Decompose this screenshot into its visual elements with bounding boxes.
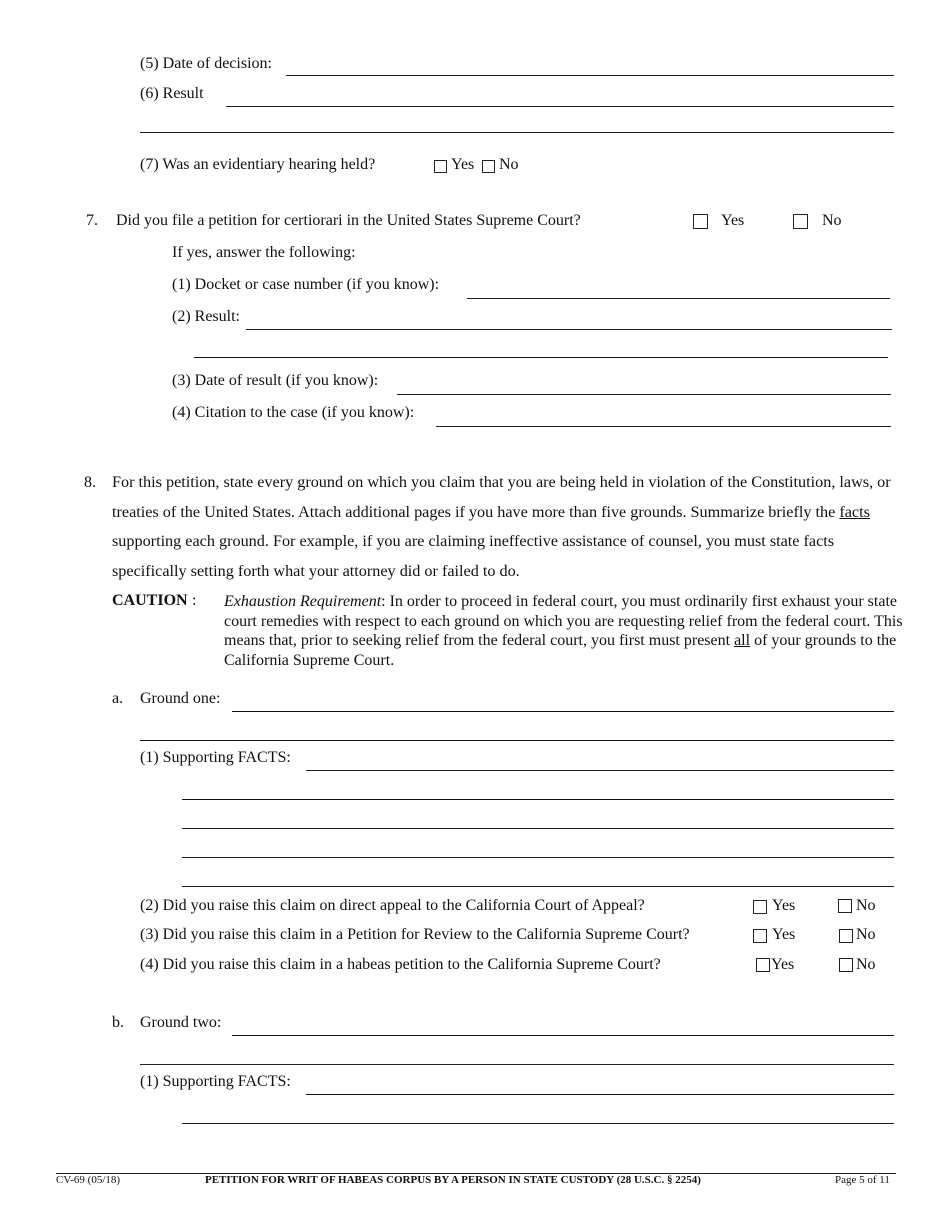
q7-if-yes: If yes, answer the following:	[172, 244, 356, 261]
all-underlined: all	[734, 632, 751, 650]
caution-label: CAUTION	[112, 592, 188, 609]
q7-no-checkbox[interactable]	[793, 214, 808, 229]
q7-citation-label: (4) Citation to the case (if you know):	[172, 404, 415, 421]
ground-one-field[interactable]	[232, 711, 894, 712]
ground-one-q4-yes-label: Yes	[771, 956, 795, 973]
ground-b-letter: b.	[112, 1014, 124, 1031]
result-label: (6) Result	[140, 85, 204, 102]
ground-two-field-line-2[interactable]	[140, 1064, 894, 1065]
ground-one-facts-label: (1) Supporting FACTS:	[140, 749, 291, 766]
ground-one-q3-yes-label: Yes	[772, 926, 796, 943]
result-field-line-2[interactable]	[140, 132, 894, 133]
ground-two-facts-label: (1) Supporting FACTS:	[140, 1073, 291, 1090]
facts-underlined: facts	[839, 502, 870, 521]
q7-result-field-line-2[interactable]	[194, 357, 888, 358]
ground-one-q3-no-checkbox[interactable]	[839, 929, 853, 943]
date-of-decision-label: (5) Date of decision:	[140, 55, 272, 72]
ground-two-facts-field[interactable]	[306, 1094, 894, 1095]
ground-one-q4-no-label: No	[856, 956, 876, 973]
ground-one-q4-yes-checkbox[interactable]	[756, 958, 770, 972]
q7-no-label: No	[822, 212, 842, 229]
evidentiary-yes-checkbox[interactable]	[434, 160, 447, 173]
q7-question: Did you file a petition for certiorari in the United States Supreme Court?	[116, 212, 581, 229]
ground-one-facts-line-2[interactable]	[182, 799, 894, 800]
q7-yes-checkbox[interactable]	[693, 214, 708, 229]
date-of-decision-field[interactable]	[286, 75, 894, 76]
ground-one-facts-line-4[interactable]	[182, 857, 894, 858]
ground-one-q2-yes-checkbox[interactable]	[753, 900, 767, 914]
result-field[interactable]	[226, 106, 894, 107]
q8-instructions: For this petition, state every ground on which you claim that you are being held in violation of the Constitution, laws, or treaties of the United States. Attach additional pages if you have more than five grounds. Summarize briefly the facts supporting each ground. For example, if you are claiming ineffective assistance of counsel, you must state facts specifically setting forth what your attorney did or failed to do.	[112, 473, 891, 580]
q7-number: 7.	[86, 212, 98, 229]
q7-docket-label: (1) Docket or case number (if you know):	[172, 276, 440, 293]
footer-title: PETITION FOR WRIT OF HABEAS CORPUS BY A PERSON IN STATE CUSTODY (28 U.S.C. § 2254)	[205, 1174, 701, 1186]
ground-one-facts-line-3[interactable]	[182, 828, 894, 829]
q7-yes-label: Yes	[721, 212, 745, 229]
ground-one-q2-no-label: No	[856, 897, 876, 914]
evidentiary-hearing-label: (7) Was an evidentiary hearing held?	[140, 156, 376, 173]
evidentiary-no-label: No	[499, 156, 519, 173]
caution-text: Exhaustion Requirement: In order to proceed in federal court, you must ordinarily first exhaust your state court remedies with respect to each ground on which you are requesting relief from the federal court. This means that, prior to seeking relief from the federal court, you first must present all of your grounds to the California Supreme Court.	[224, 593, 903, 669]
ground-one-q2-yes-label: Yes	[772, 897, 796, 914]
ground-a-letter: a.	[112, 690, 124, 707]
q7-docket-field[interactable]	[467, 298, 890, 299]
exhaustion-requirement: Exhaustion Requirement	[224, 593, 382, 610]
q7-date-field[interactable]	[397, 394, 891, 395]
q7-result-field[interactable]	[246, 329, 892, 330]
ground-one-q2-no-checkbox[interactable]	[838, 899, 852, 913]
ground-one-q4: (4) Did you raise this claim in a habeas petition to the California Supreme Court?	[140, 956, 661, 973]
footer-form-id: CV-69 (05/18)	[56, 1174, 121, 1186]
ground-one-q4-no-checkbox[interactable]	[839, 958, 853, 972]
evidentiary-no-checkbox[interactable]	[482, 160, 495, 173]
ground-one-facts-line-5[interactable]	[182, 886, 894, 887]
ground-one-q3: (3) Did you raise this claim in a Petition for Review to the California Supreme Court?	[140, 926, 690, 943]
q7-citation-field[interactable]	[436, 426, 891, 427]
footer-page-number: Page 5 of 11	[835, 1174, 890, 1186]
evidentiary-yes-label: Yes	[451, 156, 475, 173]
q8-number: 8.	[84, 474, 96, 491]
q7-result-label: (2) Result:	[172, 308, 240, 325]
ground-one-q2: (2) Did you raise this claim on direct appeal to the California Court of Appeal?	[140, 897, 645, 914]
ground-one-q3-no-label: No	[856, 926, 876, 943]
ground-one-q3-yes-checkbox[interactable]	[753, 929, 767, 943]
ground-one-facts-field[interactable]	[306, 770, 894, 771]
q7-date-label: (3) Date of result (if you know):	[172, 372, 379, 389]
ground-one-label: Ground one:	[140, 690, 221, 707]
caution-colon: :	[192, 592, 197, 609]
ground-two-facts-line-2[interactable]	[182, 1123, 894, 1124]
ground-two-label: Ground two:	[140, 1014, 222, 1031]
ground-two-field[interactable]	[232, 1035, 894, 1036]
ground-one-field-line-2[interactable]	[140, 740, 894, 741]
